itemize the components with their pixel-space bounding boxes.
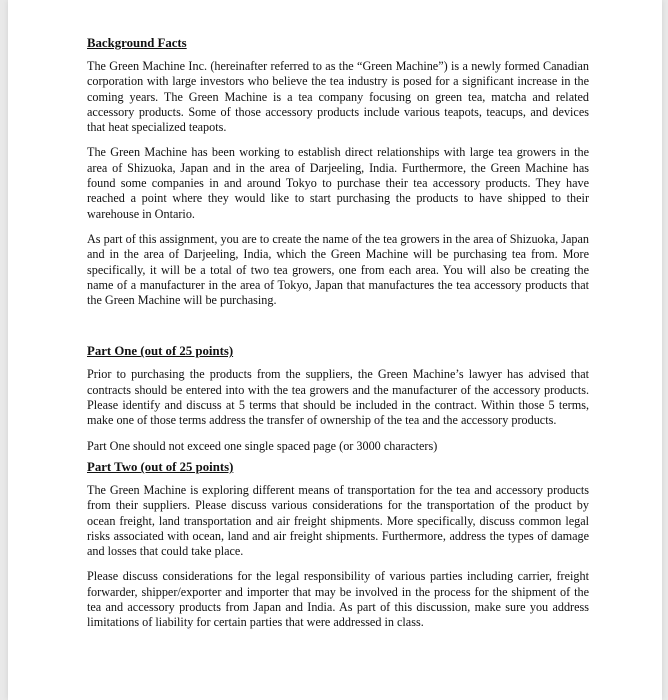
background-facts-heading: Background Facts — [87, 36, 187, 50]
document-content — [87, 36, 589, 641]
part-one-length-note: Part One should not exceed one single spaced page (or 3000 characters) — [87, 438, 438, 453]
part-one-heading: Part One (out of 25 points) — [87, 344, 234, 359]
background-paragraph-1: The Green Machine Inc. (hereinafter referred to as the “Green Machine”) is a newly formed Canadian corporation with large investors who believe the tea industry is posed for a significant increase in the coming years. The Green Machine is a tea company focusing on green tea, matcha and related accessory products. Some of those accessory products include various teapots, teacups, and devices that heat specialized teapots. — [87, 59, 589, 135]
background-paragraph-3: As part of this assignment, you are to create the name of the tea growers in the area of Shizuoka, Japan and in the area of Darjeeling, India, which the Green Machine will be purchasing tea from. More specifically, it will be a total of two tea growers, one from each area. You will also be creating the name of a manufacturer in the area of Tokyo, Japan that manufactures the tea accessory products that the Green Machine will be purchasing. — [87, 231, 589, 308]
part-two-paragraph-2: Please discuss considerations for the legal responsibility of various parties including carrier, freight forwarder, shipper/exporter and importer that may be involved in the process for the shipment of the tea and accessory products from Japan and India. As part of this discussion, make sure you address limitations of liability for certain parties that were addressed in class. — [87, 569, 589, 630]
part-two-paragraph-1: The Green Machine is exploring different means of transportation for the tea and accessory products from their suppliers. Please discuss various considerations for the transportation of the product by ocean freight, land transportation and air freight shipments. More specifically, discuss common legal risks associated with ocean, land and air freight shipments. Furthermore, address the types of damage and losses that could take place. — [87, 482, 589, 559]
part-one-paragraph-1: Prior to purchasing the products from the suppliers, the Green Machine’s lawyer has advised that contracts should be entered into with the tea growers and the manufacturer of the accessory products. Please identify and discuss at 5 terms that should be included in the contract. Within those 5 terms, make one of those terms address the transfer of ownership of the tea and the accessory products. — [87, 367, 589, 428]
section-spacer — [87, 318, 589, 344]
document-page — [8, 0, 662, 700]
background-paragraph-2: The Green Machine has been working to establish direct relationships with large tea growers in the area of Shizuoka, Japan and in the area of Darjeeling, India. Furthermore, the Green Machine has found some companies in and around Tokyo to purchase their tea accessory products. They have reached a point where they would like to start purchasing the products to have shipped to their warehouse in Ontario. — [87, 145, 589, 221]
part-two-heading: Part Two (out of 25 points) — [87, 459, 234, 474]
